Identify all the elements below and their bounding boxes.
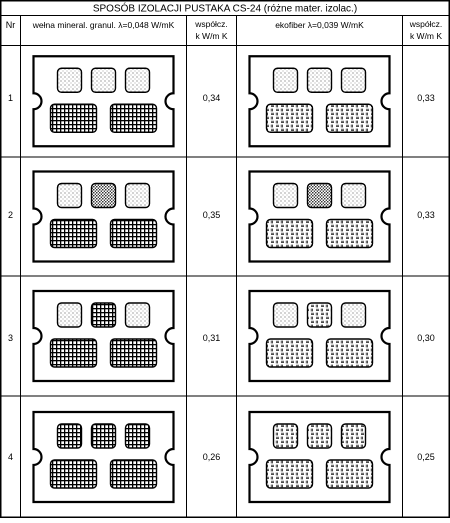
header-material-ekofiber: ekofiber λ=0,039 W/mK [275, 20, 364, 30]
block-row-1-ekofiber [250, 56, 390, 146]
header-coef2-line2: k W/m K [409, 31, 443, 41]
chamber-top-3 [342, 184, 366, 208]
chamber-top-1 [274, 424, 298, 448]
chamber-top-2 [92, 424, 116, 448]
chamber-top-2 [308, 68, 332, 92]
chamber-top-3 [126, 184, 150, 208]
chamber-bottom-2 [327, 339, 373, 367]
chamber-top-3 [342, 303, 366, 327]
chamber-top-1 [58, 68, 82, 92]
row-1-nr: 1 [7, 93, 14, 103]
chamber-top-2 [308, 424, 332, 448]
header-coef1-line2: k W/m K [195, 31, 228, 41]
row-4-k-ekofiber: 0,25 [417, 452, 435, 462]
chamber-top-2 [308, 303, 332, 327]
block-row-2-mineral-wool [34, 172, 174, 262]
chamber-top-2 [92, 184, 116, 208]
chamber-bottom-2 [327, 460, 373, 488]
chamber-top-3 [342, 68, 366, 92]
chamber-top-2 [308, 184, 332, 208]
row-1-k-ekofiber: 0,33 [417, 93, 435, 103]
chamber-bottom-1 [267, 339, 313, 367]
row-3-k-mineral-wool: 0,31 [202, 333, 221, 343]
row-1-k-mineral-wool: 0,34 [202, 93, 221, 103]
chamber-bottom-1 [51, 460, 97, 488]
chamber-top-1 [274, 184, 298, 208]
block-row-3-ekofiber [250, 291, 390, 381]
chamber-top-3 [126, 68, 150, 92]
chamber-top-3 [126, 424, 150, 448]
table-title: SPOSÓB IZOLACJI PUSTAKA CS-24 (różne mater. izolac.) [92, 3, 358, 15]
chamber-top-3 [126, 303, 150, 327]
row-2-nr: 2 [7, 210, 14, 220]
chamber-bottom-1 [51, 339, 97, 367]
row-4-nr: 4 [7, 452, 14, 462]
chamber-bottom-2 [111, 339, 157, 367]
chamber-bottom-2 [111, 460, 157, 488]
chamber-top-2 [92, 303, 116, 327]
chamber-top-1 [58, 303, 82, 327]
chamber-bottom-1 [267, 220, 313, 248]
header-material-mineral-wool: wełna mineral. granul. λ=0,048 W/mK [32, 20, 175, 30]
chamber-top-3 [342, 424, 366, 448]
row-4-k-mineral-wool: 0,26 [202, 452, 221, 462]
row-3-k-ekofiber: 0,30 [417, 333, 435, 343]
chamber-top-1 [274, 303, 298, 327]
row-2-k-ekofiber: 0,33 [417, 210, 435, 220]
chamber-bottom-2 [327, 104, 373, 132]
block-row-3-mineral-wool [34, 291, 174, 381]
chamber-top-2 [92, 68, 116, 92]
block-drawings [34, 56, 390, 502]
chamber-bottom-1 [51, 104, 97, 132]
chamber-top-1 [58, 184, 82, 208]
header-nr: Nr [5, 20, 16, 30]
chamber-bottom-2 [327, 220, 373, 248]
chamber-top-1 [274, 68, 298, 92]
block-row-4-mineral-wool [34, 412, 174, 502]
block-row-4-ekofiber [250, 412, 390, 502]
block-row-2-ekofiber [250, 172, 390, 262]
row-3-nr: 3 [7, 333, 14, 343]
header-coef1-line1: współcz. [195, 19, 228, 29]
chamber-bottom-2 [111, 220, 157, 248]
header-coef2-line1: współcz. [409, 19, 443, 29]
chamber-bottom-1 [267, 104, 313, 132]
row-2-k-mineral-wool: 0,35 [202, 210, 221, 220]
block-row-1-mineral-wool [34, 56, 174, 146]
chamber-top-1 [58, 424, 82, 448]
chamber-bottom-2 [111, 104, 157, 132]
chamber-bottom-1 [51, 220, 97, 248]
chamber-bottom-1 [267, 460, 313, 488]
